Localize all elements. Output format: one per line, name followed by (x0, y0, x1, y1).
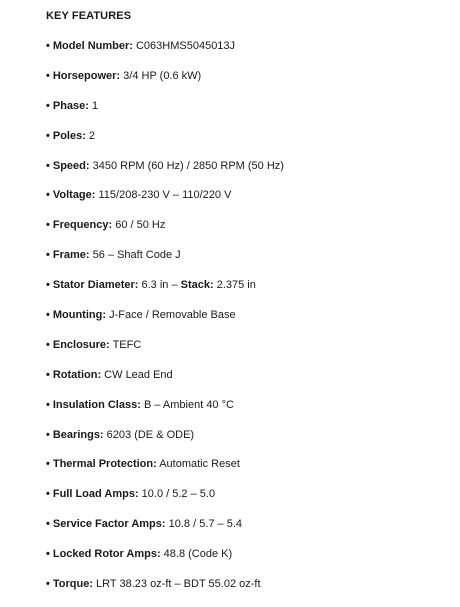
bullet: • (46, 189, 50, 202)
bullet: • (46, 428, 50, 441)
feature-label: Frame: (52, 249, 90, 262)
feature-value: C063HMS5045013J (132, 40, 236, 52)
feature-item (46, 159, 284, 189)
feature-item (46, 69, 284, 99)
feature-value: 10.0 / 5.2 – 5.0 (138, 488, 216, 501)
feature-label: Bearings: (52, 428, 104, 441)
bullet: • (46, 518, 50, 531)
feature-label: Speed: (52, 159, 90, 172)
feature-label: Thermal Protection: (52, 458, 157, 471)
bullet: • (46, 129, 50, 142)
feature-value: 3450 RPM (60 Hz) / 2850 RPM (50 Hz) (89, 159, 284, 172)
feature-label: Phase: (52, 99, 89, 112)
bullet: • (46, 99, 50, 112)
bullet: • (46, 159, 50, 172)
feature-value: 3/4 HP (0.6 kW) (120, 69, 202, 82)
bullet: • (46, 398, 50, 411)
feature-item (46, 188, 284, 218)
features-list (46, 39, 284, 607)
feature-value: 60 / 50 Hz (112, 219, 166, 232)
feature-label: Insulation Class: (52, 398, 141, 411)
feature-value: 2 (85, 129, 96, 142)
feature-item (46, 129, 284, 159)
feature-label: Torque: (52, 578, 93, 591)
feature-item (46, 517, 284, 547)
bullet: • (46, 488, 50, 501)
feature-item (46, 278, 284, 308)
feature-label: Service Factor Amps: (52, 518, 166, 531)
feature-value: CW Lead End (101, 368, 173, 381)
bullet: • (46, 40, 50, 52)
feature-value: 1 (88, 99, 99, 112)
feature-label: Mounting: (52, 309, 107, 322)
bullet: • (46, 309, 50, 322)
feature-label: Locked Rotor Amps: (52, 548, 161, 561)
feature-value-secondary: 2.375 in (213, 279, 256, 292)
feature-label: Model Number: (52, 40, 133, 52)
feature-label: Rotation: (52, 368, 102, 381)
feature-item (46, 248, 284, 278)
bullet: • (46, 279, 50, 292)
bullet: • (46, 458, 50, 471)
feature-value: B – Ambient 40 °C (140, 398, 234, 411)
feature-item (46, 99, 284, 129)
feature-value: 56 – Shaft Code J (89, 249, 181, 262)
feature-item (46, 308, 284, 338)
feature-value: 10.8 / 5.7 – 5.4 (165, 518, 243, 531)
feature-value: 48.8 (Code K) (160, 548, 233, 561)
feature-label: Horsepower: (52, 69, 121, 82)
feature-value: TEFC (109, 338, 142, 351)
feature-item (46, 547, 284, 577)
feature-item (46, 577, 284, 607)
feature-value: J-Face / Removable Base (106, 309, 236, 322)
bullet: • (46, 219, 50, 232)
feature-label: Enclosure: (52, 338, 110, 351)
feature-item (46, 218, 284, 248)
feature-label-secondary: Stack: (180, 279, 214, 292)
feature-value: LRT 38.23 oz-ft – BDT 55.02 oz-ft (92, 578, 261, 591)
feature-value: 115/208-230 V – 110/220 V (95, 189, 232, 202)
bullet: • (46, 548, 50, 561)
feature-label: Voltage: (52, 189, 96, 202)
feature-item (46, 398, 284, 428)
feature-value: Automatic Reset (156, 458, 240, 471)
bullet: • (46, 249, 50, 262)
bullet: • (46, 368, 50, 381)
feature-label: Full Load Amps: (52, 488, 139, 501)
feature-item (46, 428, 284, 458)
feature-item (46, 487, 284, 517)
feature-value: 6203 (DE & ODE) (103, 428, 195, 441)
feature-label: Poles: (52, 129, 86, 142)
feature-item (46, 368, 284, 398)
feature-label: Stator Diameter: (52, 279, 139, 292)
bullet: • (46, 338, 50, 351)
feature-value: 6.3 in – (138, 279, 181, 292)
bullet: • (46, 69, 50, 82)
section-heading: KEY FEATURES (46, 10, 132, 22)
bullet: • (46, 578, 50, 591)
feature-item (46, 457, 284, 487)
feature-item (46, 39, 284, 69)
feature-item (46, 338, 284, 368)
feature-label: Frequency: (52, 219, 113, 232)
